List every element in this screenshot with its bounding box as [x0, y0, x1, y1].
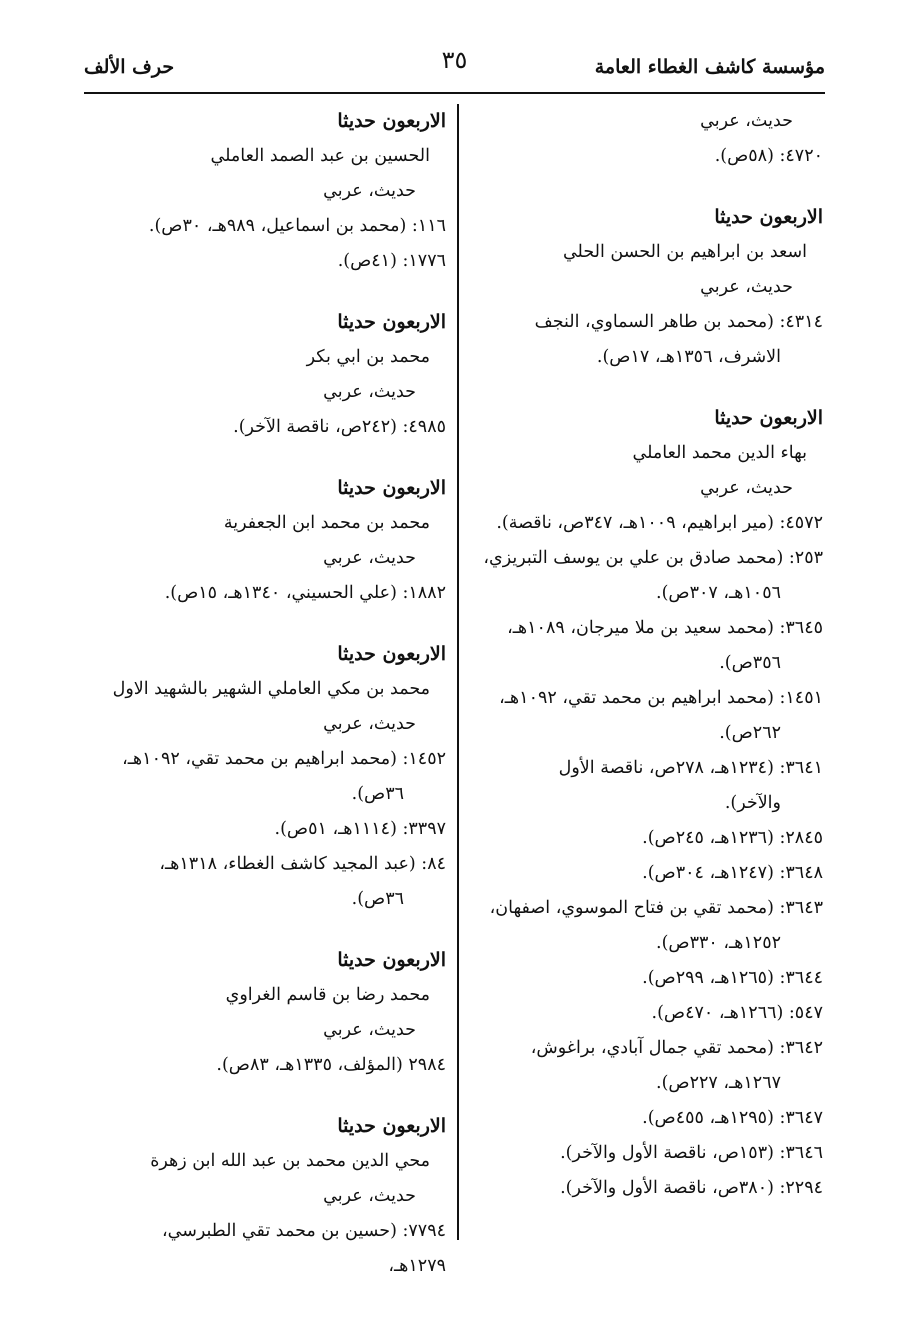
entry-subject: حديث، عربي — [323, 1186, 416, 1206]
manuscript-record — [100, 1048, 446, 1083]
entry-title: الاربعون حديثا — [337, 110, 446, 132]
manuscript-continuation: ٢٦٢ص). — [719, 723, 781, 743]
entry-subject: حديث، عربي — [323, 714, 416, 734]
entry-subject: حديث، عربي — [323, 1020, 416, 1040]
entry-author: محي الدين محمد بن عبد الله ابن زهرة — [150, 1151, 430, 1171]
entry-title: الاربعون حديثا — [337, 643, 446, 665]
manuscript-record — [100, 847, 446, 917]
manuscript-continuation: الاشرف، ١٣٥٦هـ، ١٧ص). — [596, 347, 781, 367]
entry-title: الاربعون حديثا — [337, 477, 446, 499]
entry-title: الاربعون حديثا — [714, 206, 823, 228]
manuscript-text: ٣٦٤٦: (١٥٣ص، ناقصة الأول والآخر). — [560, 1143, 823, 1163]
manuscript-text: ١٤٥٢: (محمد ابراهيم بن محمد تقي، ١٠٩٢هـ، — [122, 749, 446, 769]
manuscript-record — [461, 1171, 823, 1206]
manuscript-record — [100, 410, 446, 445]
manuscript-text: ٨٤: (عبد المجيد كاشف الغطاء، ١٣١٨هـ، — [159, 854, 446, 874]
entry-subject: حديث، عربي — [700, 478, 793, 498]
entry-author: بهاء الدين محمد العاملي — [632, 443, 807, 463]
manuscript-text: ٣٦٤١: (١٢٣٤هـ، ٢٧٨ص، ناقصة الأول — [558, 758, 823, 778]
manuscript-record — [461, 1136, 823, 1171]
entry-subject: حديث، عربي — [700, 277, 793, 297]
manuscript-record — [461, 1101, 823, 1136]
manuscript-record — [461, 891, 823, 961]
entry-subject: حديث، عربي — [700, 111, 793, 131]
manuscript-record — [461, 821, 823, 856]
manuscript-record — [461, 961, 823, 996]
manuscript-record — [461, 996, 823, 1031]
manuscript-continuation: ٣٥٦ص). — [719, 653, 781, 673]
manuscript-text: ٣٦٤٥: (محمد سعيد بن ملا ميرجان، ١٠٨٩هـ، — [507, 618, 823, 638]
entry-title: الاربعون حديثا — [337, 949, 446, 971]
entry-subject: حديث، عربي — [323, 548, 416, 568]
manuscript-record — [100, 576, 446, 611]
entry-title: الاربعون حديثا — [337, 1115, 446, 1137]
manuscript-record — [461, 856, 823, 891]
manuscript-text: ٤٧٢٠: (٥٨ص). — [714, 146, 823, 166]
page-header — [84, 44, 825, 90]
manuscript-continuation: ٣٦ص). — [351, 784, 404, 804]
entry-subject: حديث، عربي — [323, 181, 416, 201]
header-divider — [84, 92, 825, 94]
catalog-entry — [461, 401, 823, 1206]
manuscript-text: ٣٣٩٧: (١١١٤هـ، ٥١ص). — [274, 819, 446, 839]
manuscript-text: ١٨٨٢: (علي الحسيني، ١٣٤٠هـ، ١٥ص). — [164, 583, 446, 603]
manuscript-record — [100, 209, 446, 244]
manuscript-continuation: ١٠٥٦هـ، ٣٠٧ص). — [656, 583, 781, 603]
manuscript-text: ٤٥٧٢: (مير ابراهيم، ١٠٠٩هـ، ٣٤٧ص، ناقصة). — [496, 513, 823, 533]
manuscript-record — [461, 611, 823, 681]
manuscript-record — [461, 751, 823, 821]
catalog-entry — [100, 305, 446, 445]
manuscript-continuation: ١٢٦٧هـ، ٢٢٧ص). — [656, 1073, 781, 1093]
manuscript-text: ٢٩٨٤ (المؤلف، ١٣٣٥هـ، ٨٣ص). — [216, 1055, 446, 1075]
entry-author: محمد رضا بن قاسم الغراوي — [225, 985, 430, 1005]
entry-subject: حديث، عربي — [323, 382, 416, 402]
manuscript-text: ٣٦٤٣: (محمد تقي بن فتاح الموسوي، اصفهان، — [489, 898, 823, 918]
catalog-entry — [461, 200, 823, 375]
manuscript-text: ١٧٧٦: (٤١ص). — [337, 251, 446, 271]
manuscript-record — [100, 1214, 446, 1284]
left-column — [100, 104, 446, 1310]
section-title: حرف الألف — [84, 56, 175, 78]
manuscript-record — [461, 681, 823, 751]
manuscript-text: ١٤٥١: (محمد ابراهيم بن محمد تقي، ١٠٩٢هـ، — [499, 688, 823, 708]
entry-title: الاربعون حديثا — [714, 407, 823, 429]
entry-title: الاربعون حديثا — [337, 311, 446, 333]
catalog-entry — [100, 1109, 446, 1284]
manuscript-text: ٤٩٨٥: (٢٤٢ص، ناقصة الآخر). — [233, 417, 446, 437]
entry-author: اسعد بن ابراهيم بن الحسن الحلي — [562, 242, 807, 262]
manuscript-record — [100, 812, 446, 847]
manuscript-record — [461, 305, 823, 375]
manuscript-record — [461, 139, 823, 174]
manuscript-continuation: ١٢٥٢هـ، ٣٣٠ص). — [656, 933, 781, 953]
column-divider — [457, 104, 459, 1240]
manuscript-text: ١١٦: (محمد بن اسماعيل، ٩٨٩هـ، ٣٠ص). — [148, 216, 446, 236]
manuscript-text: ٣٦٤٧: (١٢٩٥هـ، ٤٥٥ص). — [642, 1108, 823, 1128]
manuscript-record — [100, 244, 446, 279]
entry-author: الحسين بن عبد الصمد العاملي — [210, 146, 430, 166]
catalog-entry — [461, 104, 823, 174]
manuscript-text: ٤٣١٤: (محمد بن طاهر السماوي، النجف — [534, 312, 823, 332]
manuscript-text: ٢٢٩٤: (٣٨٠ص، ناقصة الأول والآخر). — [560, 1178, 823, 1198]
catalog-entry — [100, 943, 446, 1083]
entry-author: محمد بن محمد ابن الجعفرية — [223, 513, 430, 533]
manuscript-text: ٥٤٧: (١٢٦٦هـ، ٤٧٠ص). — [651, 1003, 823, 1023]
manuscript-record — [461, 506, 823, 541]
manuscript-text: ٢٨٤٥: (١٢٣٦هـ، ٢٤٥ص). — [642, 828, 823, 848]
manuscript-text: ٢٥٣: (محمد صادق بن علي بن يوسف التبريزي، — [483, 548, 823, 568]
right-column — [461, 104, 823, 1232]
catalog-entry — [100, 104, 446, 279]
manuscript-text: ٣٦٤٤: (١٢٦٥هـ، ٢٩٩ص). — [642, 968, 823, 988]
manuscript-text: ٧٧٩٤: (حسين بن محمد تقي الطبرسي، ١٢٧٩هـ، — [161, 1221, 446, 1276]
manuscript-text: ٣٦٤٨: (١٢٤٧هـ، ٣٠٤ص). — [642, 863, 823, 883]
manuscript-record — [100, 742, 446, 812]
catalog-entry — [100, 637, 446, 917]
manuscript-continuation: والآخر). — [724, 793, 781, 813]
page-number: ٣٥ — [441, 46, 468, 74]
manuscript-continuation: ٣٦ص). — [351, 889, 404, 909]
manuscript-record — [461, 1031, 823, 1101]
publisher-name: مؤسسة كاشف الغطاء العامة — [594, 56, 825, 78]
entry-author: محمد بن مكي العاملي الشهير بالشهيد الاول — [112, 679, 430, 699]
manuscript-text: ٣٦٤٢: (محمد تقي جمال آبادي، براغوش، — [530, 1038, 823, 1058]
manuscript-record — [461, 541, 823, 611]
catalog-entry — [100, 471, 446, 611]
entry-author: محمد بن ابي بكر — [306, 347, 430, 367]
